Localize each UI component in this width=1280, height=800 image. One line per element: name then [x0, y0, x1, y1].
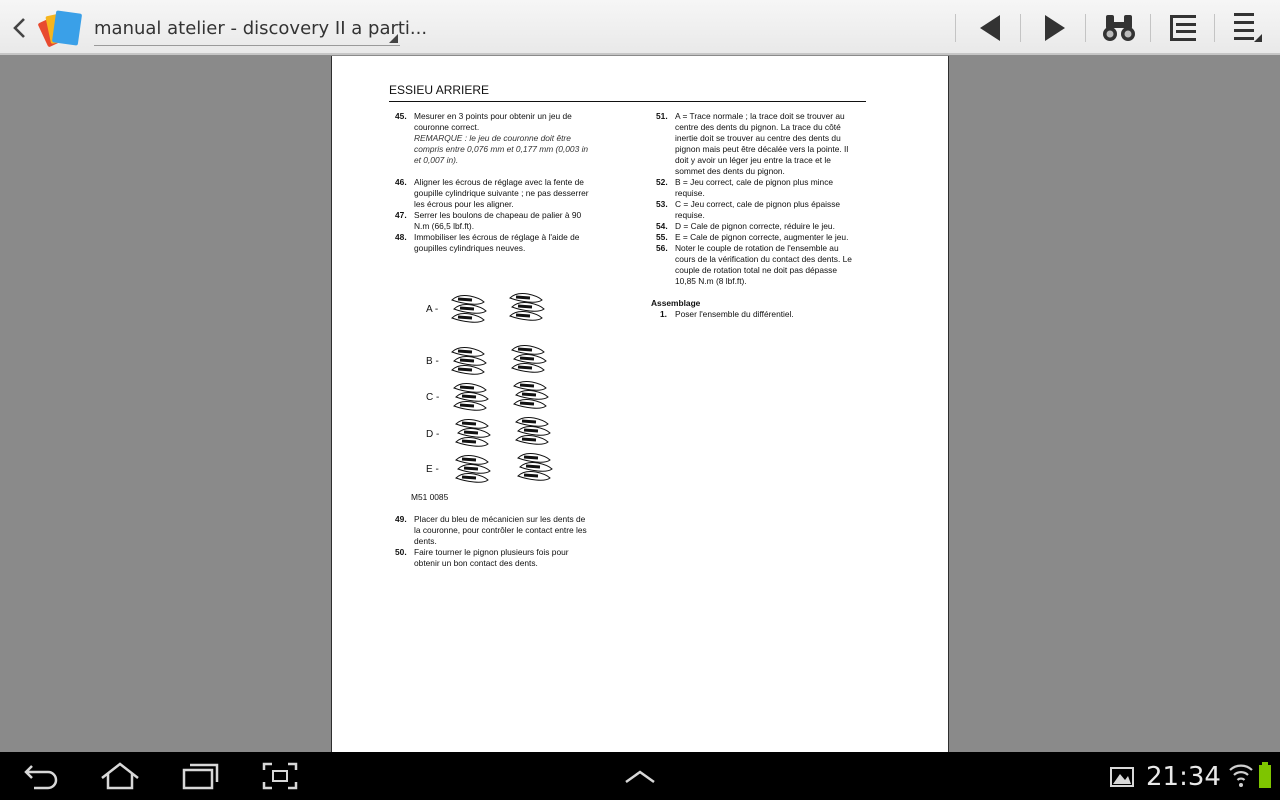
outline-button[interactable] — [1158, 8, 1208, 48]
gallery-icon — [1108, 760, 1136, 792]
document-title-dropdown[interactable] — [94, 12, 428, 46]
previous-icon — [965, 8, 1015, 48]
figure-label-b: B - — [426, 356, 439, 367]
clock: 21:34 — [1146, 762, 1221, 792]
step-51: 51. A = Trace normale ; la trace doit se trouver au centre des dents du pignon. La trace du côté inertie doit se trouver au centre des dents du pignon mais peut être décalée vers la pointe. Il doit y avoir un léger jeu entre la trace et le sommet des dents du pignon. — [656, 111, 849, 176]
assembly-step-1: 1. Poser l'ensemble du différentiel. — [660, 309, 794, 319]
next-icon — [1030, 8, 1080, 48]
step-56: 56. Noter le couple de rotation de l'ensemble au cours de la vérification du contact des dents. Le couple de rotation total ne doit pas dépasse 10,85 N.m (8 lbf.ft). — [656, 243, 852, 286]
next-page-button[interactable] — [1030, 8, 1080, 48]
step-50: 50. Faire tourner le pignon plusieurs fois pour obtenir un bon contact des dents. — [395, 547, 569, 568]
left-column-top — [390, 111, 610, 254]
gear-teeth-drawing — [400, 284, 580, 514]
assembly-heading: Assemblage — [651, 298, 701, 308]
battery-icon — [1256, 760, 1274, 792]
overflow-menu-button[interactable] — [1222, 8, 1272, 48]
step-45: 45. Mesurer en 3 points pour obtenir un jeu de couronne correct. REMARQUE : le jeu de couronne doit être compris entre 0,076 mm et 0,177 mm (0,003 in et 0,007 in). — [395, 111, 589, 165]
search-button[interactable] — [1094, 8, 1144, 48]
tooth-contact-figure — [400, 284, 580, 514]
home-icon[interactable] — [98, 760, 142, 792]
toolbar-divider — [955, 14, 956, 42]
toolbar-divider — [1150, 14, 1151, 42]
toolbar-divider — [1214, 14, 1215, 42]
step-47: 47. Serrer les boulons de chapeau de palier à 90 N.m (66,5 lbf.ft). — [395, 210, 582, 231]
figure-caption: M51 0085 — [411, 492, 449, 502]
figure-label-c: C - — [426, 392, 440, 403]
back-arrow-icon[interactable] — [8, 15, 32, 41]
section-title: ESSIEU ARRIERE — [389, 83, 866, 102]
recent-apps-icon[interactable] — [178, 760, 222, 792]
figure-label-a: A - — [426, 304, 439, 315]
up-chevron-icon[interactable] — [618, 760, 662, 792]
outline-icon — [1158, 8, 1208, 48]
binoculars-icon — [1094, 8, 1144, 48]
wifi-icon — [1228, 760, 1254, 792]
step-54: 54. D = Cale de pignon correcte, réduire le jeu. — [656, 221, 835, 231]
step-53: 53. C = Jeu correct, cale de pignon plus épaisse requise. — [656, 199, 841, 220]
toolbar-divider — [1085, 14, 1086, 42]
menu-icon — [1222, 8, 1272, 48]
document-title: manual atelier - discovery II a parti... — [94, 18, 428, 39]
dropdown-corner-icon — [389, 34, 398, 43]
step-55: 55. E = Cale de pignon correcte, augmenter le jeu. — [656, 232, 849, 242]
right-column — [651, 111, 876, 320]
left-column-bottom — [390, 514, 610, 569]
step-48: 48. Immobiliser les écrous de réglage à l'aide de goupilles cylindriques neuves. — [395, 232, 580, 253]
step-49: 49. Placer du bleu de mécanicien sur les dents de la couronne, pour contrôler le contact entre les dents. — [395, 514, 587, 546]
previous-page-button[interactable] — [965, 8, 1015, 48]
system-bar — [0, 752, 1280, 800]
back-icon[interactable] — [20, 760, 64, 792]
step-52: 52. B = Jeu correct, cale de pignon plus mince requise. — [656, 177, 834, 198]
screenshot-icon[interactable] — [258, 760, 302, 792]
app-icon[interactable] — [38, 8, 86, 48]
figure-label-e: E - — [426, 464, 439, 475]
document-page[interactable] — [331, 56, 949, 752]
step-46: 46. Aligner les écrous de réglage avec la fente de goupille cylindrique suivante ; ne pas desserrer les écrous pour les aligner. — [395, 177, 589, 209]
action-bar — [0, 0, 1280, 55]
toolbar-divider — [1020, 14, 1021, 42]
figure-label-d: D - — [426, 429, 440, 440]
